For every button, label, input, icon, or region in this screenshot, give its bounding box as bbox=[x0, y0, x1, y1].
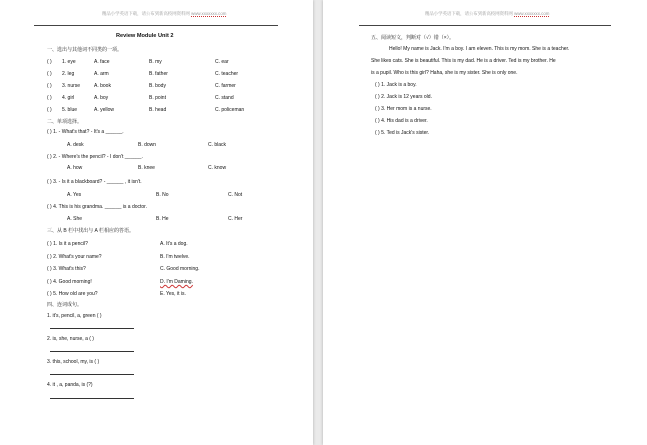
header-rule bbox=[34, 25, 278, 26]
s1-row-3-option-a: A. book bbox=[94, 83, 111, 89]
s1-row-5-option-a: A. yellow bbox=[94, 107, 115, 113]
s1-row-2-word: 2. leg bbox=[62, 71, 75, 77]
s1-row-5-option-c: C. policeman bbox=[215, 107, 245, 113]
s1-row-4-option-b: B. point bbox=[149, 95, 166, 101]
passage-line-1: Hello! My name is Jack. I'm a boy. I am eleven. This is my mom. She is a teacher. bbox=[389, 46, 570, 52]
s5-item-3: ( ) 3. Her mom is a nurse. bbox=[375, 106, 432, 112]
s1-row-1-option-b: B. my bbox=[149, 59, 162, 65]
section-3-heading: 三、从 B 栏中找出与 A 栏相应的答语。 bbox=[47, 228, 134, 234]
section-5-heading: 五、阅读短文，判断对（√）错（×）。 bbox=[371, 35, 455, 41]
document-title: Review Module Unit 2 bbox=[116, 33, 174, 39]
section-4-heading: 四、连词成句。 bbox=[47, 302, 83, 308]
s1-row-2-option-c: C. teacher bbox=[215, 71, 239, 77]
s2-q3-option-c: C. Not bbox=[228, 192, 243, 198]
s1-row-2-option-b: B. father bbox=[149, 71, 168, 77]
s2-q4-option-b: B. He bbox=[156, 216, 169, 222]
s5-item-2: ( ) 2. Jack is 12 years old. bbox=[375, 94, 432, 100]
s4-item-4: 4. it , a, panda, is (?) bbox=[47, 382, 93, 388]
header-rule-right bbox=[359, 25, 611, 26]
header-link: www.xxxxxxx.com bbox=[191, 11, 227, 16]
s2-q2-option-a: A. how bbox=[67, 165, 83, 171]
s4-answer-line-2[interactable] bbox=[50, 351, 134, 352]
s1-row-2-bracket[interactable]: ( ) bbox=[47, 71, 52, 77]
s2-q3-option-b: B. No bbox=[156, 192, 169, 198]
s4-answer-line-1[interactable] bbox=[50, 328, 134, 329]
header-text: 精品小学英语下载，请公布到新高校网资料网 bbox=[102, 11, 190, 16]
s5-item-4: ( ) 4. His dad is a driver. bbox=[375, 118, 428, 124]
s1-row-1-bracket[interactable]: ( ) bbox=[47, 59, 52, 65]
s1-row-4-word: 4. girl bbox=[62, 95, 75, 101]
s4-item-3: 3. this, school, my, is ( ) bbox=[47, 359, 100, 365]
s2-q3-option-a: A. Yes bbox=[67, 192, 82, 198]
s1-row-4-option-a: A. boy bbox=[94, 95, 109, 101]
s5-item-1: ( ) 1. Jack is a boy. bbox=[375, 82, 417, 88]
s3-answer-b: B. I'm twelve. bbox=[160, 254, 190, 260]
s2-q4-option-a: A. She bbox=[67, 216, 83, 222]
document-page-right bbox=[323, 0, 647, 445]
document-page-left bbox=[0, 0, 313, 445]
s1-row-3-word: 3. nurse bbox=[62, 83, 81, 89]
s3-question-2: ( ) 2. What's your name? bbox=[47, 254, 102, 260]
section-1-heading: 一、选出与其他词不同类的一项。 bbox=[47, 47, 123, 53]
page-header bbox=[102, 11, 226, 17]
s2-q1-option-a: A. desk bbox=[67, 142, 84, 148]
passage-line-3: is a pupil. Who is this girl? Haha, she is my sister. She is only one. bbox=[371, 70, 518, 76]
s3-answer-c: C. Good morning. bbox=[160, 266, 200, 272]
s2-question-2: ( ) 2. - Where's the pencil? - I don't ______. bbox=[47, 154, 143, 160]
s4-answer-line-3[interactable] bbox=[50, 374, 134, 375]
s3-question-5: ( ) 5. How old are you? bbox=[47, 291, 98, 297]
s1-row-3-option-b: B. body bbox=[149, 83, 166, 89]
header-link-right: www.xxxxxxx.com bbox=[514, 11, 550, 16]
s4-item-2: 2. is, she, nurse, a ( ) bbox=[47, 336, 94, 342]
s1-row-5-option-b: B. head bbox=[149, 107, 167, 113]
s2-q4-option-c: C. Her bbox=[228, 216, 243, 222]
s1-row-2-option-a: A. arm bbox=[94, 71, 109, 77]
s1-row-3-option-c: C. farmer bbox=[215, 83, 236, 89]
s1-row-1-word: 1. eye bbox=[62, 59, 76, 65]
s1-row-3-bracket[interactable]: ( ) bbox=[47, 83, 52, 89]
s4-answer-line-4[interactable] bbox=[50, 398, 134, 399]
s1-row-4-option-c: C. stand bbox=[215, 95, 234, 101]
s2-q2-option-b: B. knee bbox=[138, 165, 155, 171]
page-header-right bbox=[425, 11, 549, 17]
s1-row-1-option-a: A. face bbox=[94, 59, 110, 65]
s2-q1-option-c: C. black bbox=[208, 142, 227, 148]
s2-question-4: ( ) 4. This is his grandma. ______ is a doctor. bbox=[47, 204, 147, 210]
s3-question-1: ( ) 1. Is it a pencil? bbox=[47, 241, 88, 247]
s3-answer-a: A. It's a dog. bbox=[160, 241, 188, 247]
s1-row-4-bracket[interactable]: ( ) bbox=[47, 95, 52, 101]
s2-question-3: ( ) 3. - Is it a blackboard? - ______ , it isn't. bbox=[47, 179, 142, 185]
section-2-heading: 二、单项选择。 bbox=[47, 119, 83, 125]
s2-question-1: ( ) 1. - What's that? - It's a ______. bbox=[47, 129, 124, 135]
s3-answer-e: E. Yes, it is. bbox=[160, 291, 186, 297]
s2-q2-option-c: C. know bbox=[208, 165, 227, 171]
s1-row-5-bracket[interactable]: ( ) bbox=[47, 107, 52, 113]
s3-question-3: ( ) 3. What's this? bbox=[47, 266, 86, 272]
header-text-right: 精品小学英语下载，请公布到新高校网资料网 bbox=[425, 11, 513, 16]
s3-question-4: ( ) 4. Good morning! bbox=[47, 279, 92, 285]
s2-q1-option-b: B. down bbox=[138, 142, 157, 148]
s3-answer-d: D. I'm Daming. bbox=[160, 279, 193, 285]
s1-row-1-option-c: C. ear bbox=[215, 59, 229, 65]
passage-line-2: She likes cats. She is beautiful. This is my dad. He is a driver. Ted is my brother. He bbox=[371, 58, 556, 64]
s1-row-5-word: 5. blue bbox=[62, 107, 78, 113]
s5-item-5: ( ) 5. Ted is Jack's sister. bbox=[375, 130, 430, 136]
s4-item-1: 1. it's, pencil, a, green ( ) bbox=[47, 313, 102, 319]
